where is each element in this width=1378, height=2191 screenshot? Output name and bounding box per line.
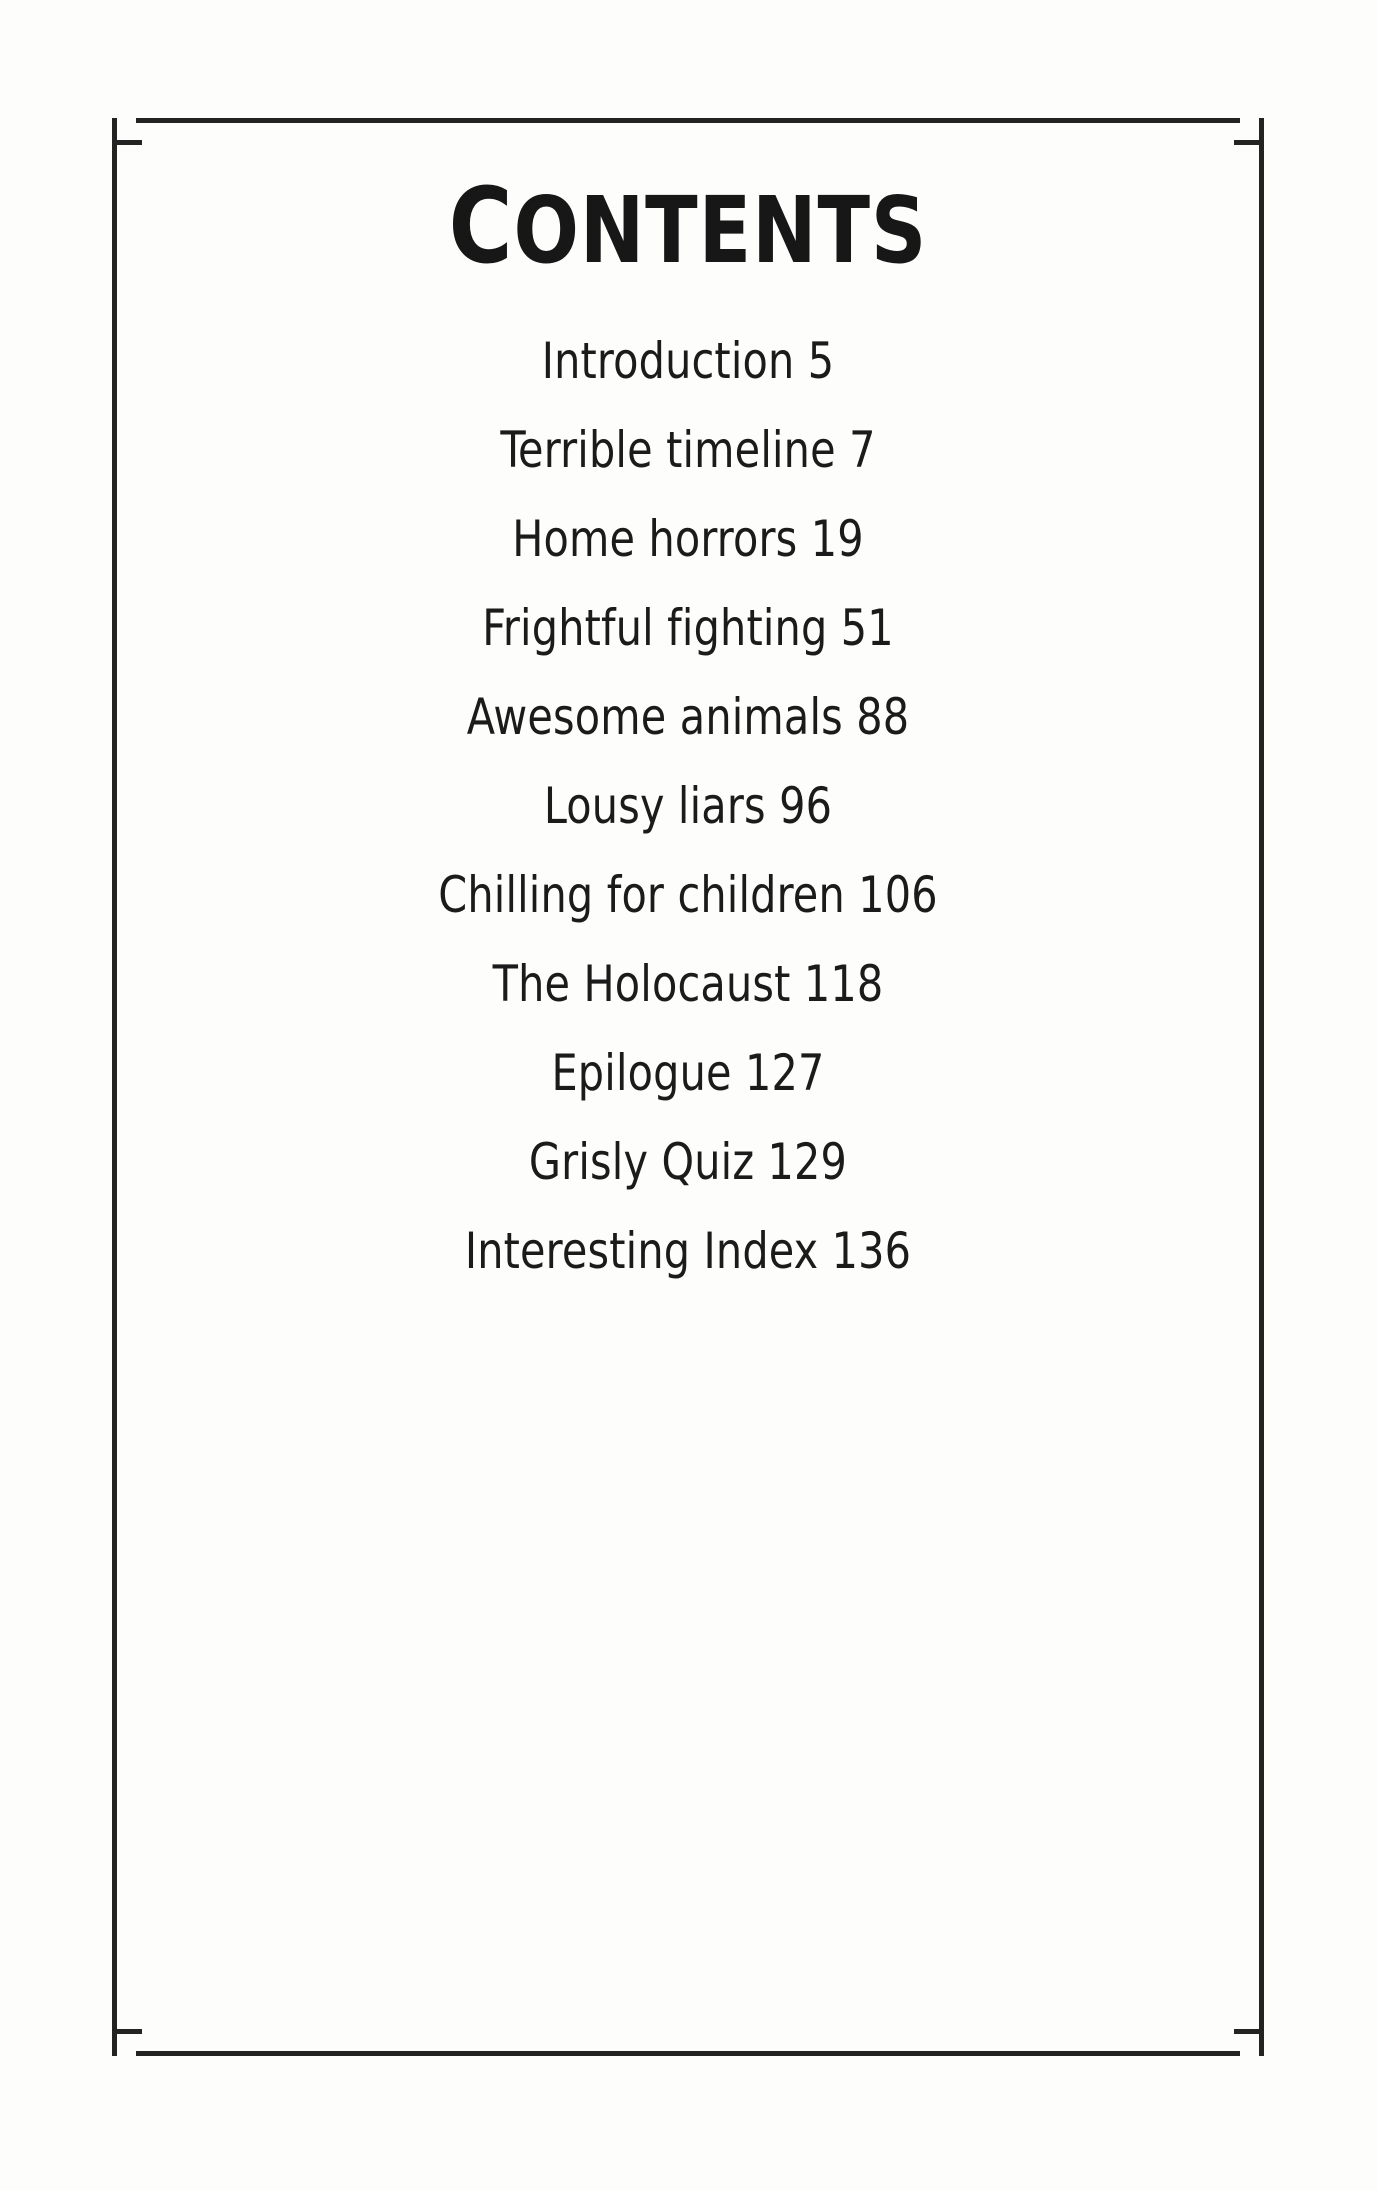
frame-corner-bottom-right <box>1259 2029 1264 2056</box>
frame-corner-top-right <box>1259 118 1264 145</box>
frame-corner-bottom-left <box>112 2029 117 2056</box>
toc-entry-lousy-liars[interactable]: Lousy liars 96 <box>543 777 833 835</box>
toc-entry-chilling-for-children[interactable]: Chilling for children 106 <box>438 866 938 924</box>
toc-entry-grisly-quiz[interactable]: Grisly Quiz 129 <box>528 1133 848 1191</box>
toc-entry-terrible-timeline[interactable]: Terrible timeline 7 <box>500 421 876 479</box>
frame-corner-top-left <box>112 118 117 145</box>
contents-block <box>112 165 1264 1315</box>
toc-entry-home-horrors[interactable]: Home horrors 19 <box>512 510 864 568</box>
toc-entry-awesome-animals[interactable]: Awesome animals 88 <box>466 688 910 746</box>
page-title <box>152 165 1223 287</box>
frame-rule-bottom <box>136 2051 1240 2056</box>
frame-rule-top <box>136 118 1240 123</box>
table-of-contents-list <box>112 332 1264 1280</box>
toc-entry-the-holocaust[interactable]: The Holocaust 118 <box>492 955 884 1013</box>
title-drop-cap: C <box>448 165 514 287</box>
toc-entry-introduction[interactable]: Introduction 5 <box>541 332 835 390</box>
toc-entry-frightful-fighting[interactable]: Frightful fighting 51 <box>482 599 894 657</box>
toc-entry-epilogue[interactable]: Epilogue 127 <box>551 1044 825 1102</box>
toc-entry-interesting-index[interactable]: Interesting Index 136 <box>464 1222 912 1280</box>
title-rest: ONTENTS <box>513 177 928 284</box>
page-border-frame <box>112 118 1264 2056</box>
